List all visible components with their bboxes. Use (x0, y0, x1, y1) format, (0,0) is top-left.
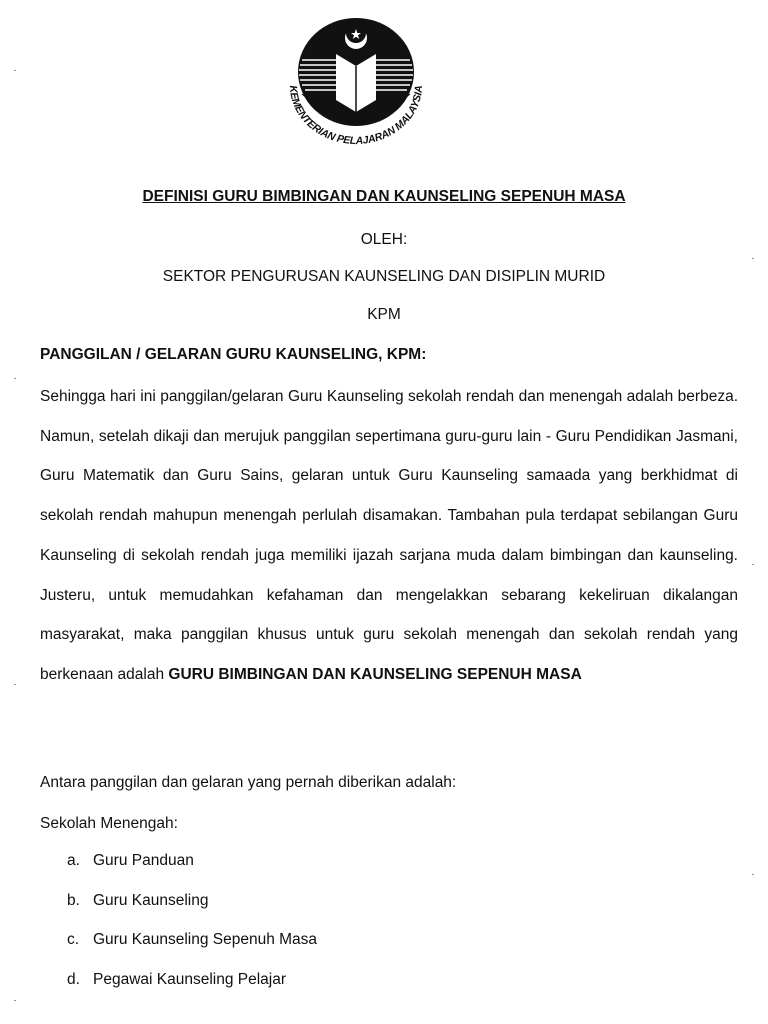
scan-speck (752, 564, 754, 565)
list-item (67, 851, 317, 891)
list-item-text: Guru Kaunseling (93, 891, 209, 909)
logo-arc-text: KEMENTERIAN PELAJARAN MALAYSIA (286, 85, 426, 148)
scan-speck (14, 70, 16, 71)
section-heading: PANGGILAN / GELARAN GURU KAUNSELING, KPM: (40, 346, 427, 363)
scan-speck (14, 1000, 16, 1001)
list-item (67, 891, 317, 931)
ministry-logo (282, 14, 430, 148)
ministry-emblem-icon (282, 14, 430, 148)
list-item (67, 970, 317, 1010)
list-marker: c. (67, 931, 80, 948)
list-item-text: Guru Panduan (93, 852, 194, 869)
document-title: DEFINISI GURU BIMBINGAN DAN KAUNSELING SEPENUH MASA (142, 188, 626, 205)
list-marker: a. (67, 852, 80, 869)
list-marker: d. (67, 970, 80, 988)
body-paragraph (40, 377, 738, 695)
scan-speck (14, 378, 16, 379)
sector-name: SEKTOR PENGURUSAN KAUNSELING DAN DISIPLIN MURID (162, 268, 606, 285)
list-item-text: Guru Kaunseling Sepenuh Masa (93, 931, 318, 948)
list-item (67, 930, 317, 970)
scan-speck (14, 684, 16, 685)
organization-abbrev: KPM (367, 306, 401, 323)
paragraph-text: Sehingga hari ini panggilan/gelaran Guru Kaunseling sekolah rendah dan menengah adalah berbeza. Namun, setelah dikaji dan merujuk panggilan sepertimana guru-guru lain - Guru Pendidikan Jasmani, Guru Matematik dan Guru Sains, gelaran untuk Guru Kaunseling samaada yang berkhidmat di sekolah rendah mahupun menengah perlulah disamakan. Tambahan pula terdapat sebilangan Guru Kaunseling di sekolah rendah juga memiliki ijazah sarjana muda dalam bimbingan dan kaunseling. Justeru, untuk memudahkan kefahaman dan mengelakkan sebarang kekeliruan dikalangan masyarakat, maka panggilan khusus untuk guru sekolah menengah dan sekolah rendah yang berkenaan adalah (40, 388, 738, 683)
title-list (67, 851, 317, 1009)
scan-speck (752, 258, 754, 259)
list-intro: Antara panggilan dan gelaran yang pernah diberikan adalah: (40, 774, 457, 791)
paragraph-bold-term: GURU BIMBINGAN DAN KAUNSELING SEPENUH MASA (168, 665, 582, 683)
scan-speck (752, 874, 754, 875)
by-label: OLEH: (360, 231, 408, 248)
list-item-text: Pegawai Kaunseling Pelajar (93, 970, 287, 988)
list-marker: b. (67, 891, 80, 909)
school-label: Sekolah Menengah: (40, 815, 178, 832)
